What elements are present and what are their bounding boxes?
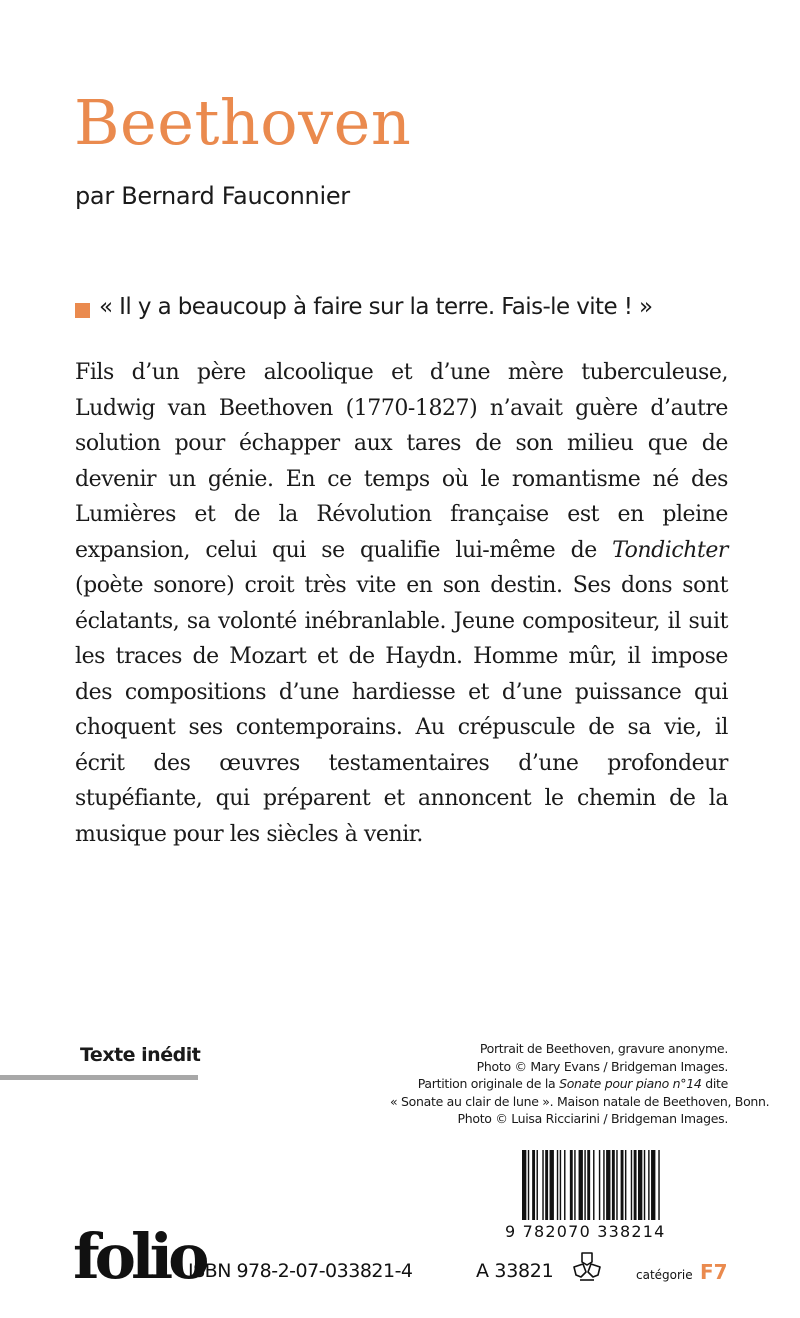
description-italic-term: Tondichter [612, 537, 728, 563]
barcode-bar [522, 1150, 526, 1220]
category-label: catégorie [636, 1268, 693, 1282]
credit-line [390, 1075, 728, 1093]
barcode-bar [625, 1150, 626, 1220]
description-part-2: (poète sonore) croit très vite en son destin. Ses dons sont éclatants, sa volonté inébranlable. Jeune compositeur, il suit les traces de Mozart et de Haydn. Homme mûr, il impose des compositions d’une hardiesse et d’une puissance qui choquent ses contemporains. Au crépuscule de sa vie, il écrit des œuvres testamentaires d’une profondeur stupéfiante, qui préparent et annoncent le chemin de la musique pour les siècles à venir. [75, 573, 728, 847]
barcode-bar [616, 1150, 617, 1220]
barcode-bar [550, 1150, 554, 1220]
barcode-bar [648, 1150, 649, 1220]
barcode-bar [638, 1150, 642, 1220]
description-paragraph [75, 355, 728, 852]
catalog-number: A 33821 [476, 1260, 554, 1282]
barcode-bar [574, 1150, 575, 1220]
barcode-bar [587, 1150, 590, 1220]
texte-inedit-label: Texte inédit [80, 1044, 201, 1066]
credit-line: Photo © Luisa Ricciarini / Bridgeman Images. [457, 1111, 728, 1126]
barcode-bar [644, 1150, 645, 1220]
barcode-bar [612, 1150, 615, 1220]
barcode-bar [542, 1150, 543, 1220]
credit-text: Partition originale de la [417, 1076, 560, 1091]
barcode-bar [560, 1150, 561, 1220]
barcode-bar [584, 1150, 585, 1220]
barcode-bar [579, 1150, 583, 1220]
barcode-bar [599, 1150, 600, 1220]
barcode-bar [532, 1150, 535, 1220]
barcode-bar [557, 1150, 558, 1220]
isbn: ISBN 978-2-07-033821-4 [188, 1260, 413, 1282]
barcode-bar [621, 1150, 624, 1220]
tagline-quote [75, 294, 735, 328]
credit-line: « Sonate au clair de lune ». Maison natale de Beethoven, Bonn. [390, 1093, 770, 1109]
barcode-bar [606, 1150, 610, 1220]
publisher-logo: folio [73, 1220, 205, 1293]
barcode-bar [564, 1150, 565, 1220]
barcode-bar [528, 1150, 529, 1220]
description-part-1: Fils d’un père alcoolique et d’une mère tuberculeuse, Ludwig van Beethoven (1770-1827) n’avait guère d’autre solution pour échapper aux tares de son milieu que de devenir un génie. En ce temps où le romantisme né des Lumières et de la Révolution française est en pleine expansion, celui qui se qualifie lui-même de [75, 360, 728, 563]
credit-italic-title: Sonate pour piano n°14 [559, 1076, 702, 1091]
barcode-bar [603, 1150, 604, 1220]
book-author: par Bernard Fauconnier [75, 182, 350, 210]
credit-text: dite [701, 1076, 728, 1091]
image-credits [390, 1040, 770, 1128]
barcode-bar [537, 1150, 538, 1220]
barcode-bar [545, 1150, 548, 1220]
label-underline-rule [0, 1075, 198, 1080]
barcode-bar [634, 1150, 637, 1220]
barcode-bar [570, 1150, 573, 1220]
credit-line: Photo © Mary Evans / Bridgeman Images. [476, 1058, 728, 1074]
credit-line: Portrait de Beethoven, gravure anonyme. [479, 1041, 728, 1056]
category-code: F7 [700, 1260, 728, 1284]
barcode-bar [593, 1150, 594, 1220]
barcode-bar [631, 1150, 632, 1220]
barcode-bar [651, 1150, 655, 1220]
quote-text: « Il y a beaucoup à faire sur la terre. Fais-le vite ! » [99, 294, 653, 320]
book-description [75, 355, 728, 852]
barcode-bar [658, 1150, 659, 1220]
barcode-digits: 9 782070 338214 [505, 1222, 666, 1241]
three-books-emblem-icon [572, 1250, 602, 1286]
orange-square-icon [75, 303, 90, 318]
barcode-icon [522, 1150, 726, 1220]
book-title: Beethoven [74, 86, 412, 159]
